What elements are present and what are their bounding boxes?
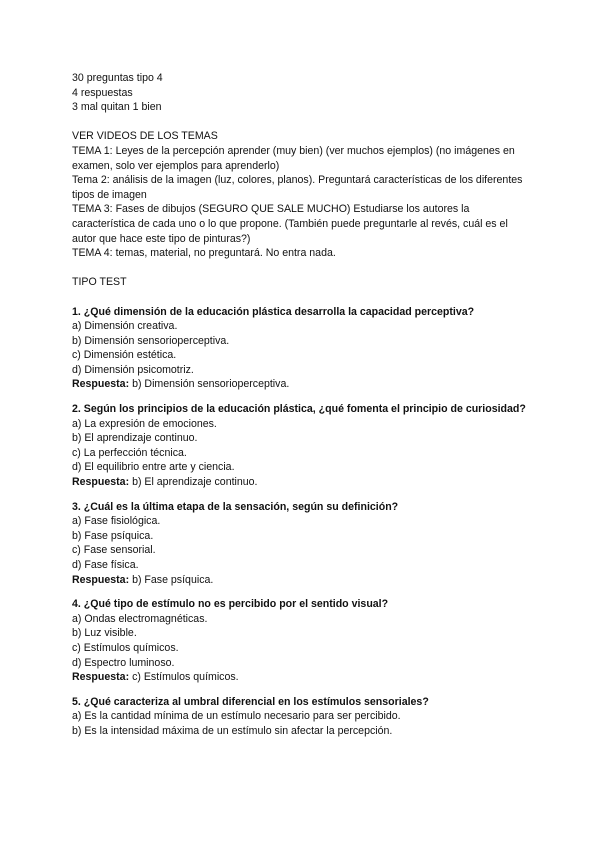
question-option: b) Fase psíquica. — [72, 529, 154, 542]
question-block — [72, 305, 532, 393]
tema-1-note: TEMA 1: Leyes de la percepción aprender (muy bien) (ver muchos ejemplos) (no imágenes en examen, solo ver ejemplos para aprenderlo) — [72, 144, 515, 172]
question-answer — [72, 475, 532, 490]
spacer — [72, 115, 532, 130]
tema-4-note: TEMA 4: temas, material, no preguntará. No entra nada. — [72, 247, 336, 260]
question-block — [72, 500, 532, 588]
question-block — [72, 402, 532, 490]
question-answer — [72, 573, 532, 588]
intro-line: 4 respuestas — [72, 86, 133, 99]
question-option: a) Es la cantidad mínima de un estímulo necesario para ser percibido. — [72, 710, 401, 723]
document-content — [72, 71, 532, 749]
question-option: d) Fase física. — [72, 559, 139, 571]
answer-label: Respuesta: — [72, 671, 130, 684]
question-option: a) Fase fisiológica. — [72, 515, 161, 528]
answer-value: c) Estímulos químicos. — [132, 671, 239, 684]
answer-value: b) Fase psíquica. — [132, 573, 214, 586]
question-option: d) Espectro luminoso. — [72, 656, 175, 669]
answer-label: Respuesta: — [72, 378, 130, 391]
question-answer — [72, 670, 532, 685]
question-answer — [72, 377, 532, 392]
answer-value: b) Dimensión sensorioperceptiva. — [132, 378, 290, 391]
question-option: d) Dimensión psicomotriz. — [72, 363, 194, 376]
question-option: d) El equilibrio entre arte y ciencia. — [72, 461, 235, 474]
answer-label: Respuesta: — [72, 476, 130, 489]
tema-2-note: Tema 2: análisis de la imagen (luz, colores, planos). Preguntará características de los diferentes tipos de imagen — [72, 174, 523, 201]
intro-line: 30 preguntas tipo 4 — [72, 72, 163, 84]
question-option: b) Luz visible. — [72, 627, 137, 640]
question-title: 5. ¿Qué caracteriza al umbral diferencial en los estímulos sensoriales? — [72, 695, 429, 708]
question-block — [72, 695, 532, 739]
question-title: 4. ¿Qué tipo de estímulo no es percibido por el sentido visual? — [72, 598, 389, 611]
question-option: b) Es la intensidad máxima de un estímulo sin afectar la percepción. — [72, 724, 393, 737]
temas-heading: VER VIDEOS DE LOS TEMAS — [72, 130, 218, 143]
question-option: a) Ondas electromagnéticas. — [72, 612, 208, 625]
question-option: b) El aprendizaje continuo. — [72, 432, 198, 445]
intro-line: 3 mal quitan 1 bien — [72, 101, 162, 114]
question-option: a) Dimensión creativa. — [72, 320, 178, 333]
question-option: c) Estímulos químicos. — [72, 641, 179, 654]
temas-block — [72, 129, 532, 260]
spacer — [72, 261, 532, 276]
intro-block — [72, 71, 532, 115]
question-option: b) Dimensión sensorioperceptiva. — [72, 334, 230, 347]
question-title: 2. Según los principios de la educación plástica, ¿qué fomenta el principio de curiosidad? — [72, 403, 526, 416]
answer-value: b) El aprendizaje continuo. — [132, 476, 258, 489]
test-heading: TIPO TEST — [72, 276, 127, 289]
question-option: c) Dimensión estética. — [72, 349, 177, 362]
answer-label: Respuesta: — [72, 573, 130, 586]
tema-3-note: TEMA 3: Fases de dibujos (SEGURO QUE SALE MUCHO) Estudiarse los autores la característica de cada uno o lo que propone. (También puede preguntarle al revés, cuál es el autor que hace este tipo de pinturas?) — [72, 203, 508, 245]
question-option: a) La expresión de emociones. — [72, 417, 217, 430]
question-block — [72, 597, 532, 685]
question-title: 3. ¿Cuál es la última etapa de la sensación, según su definición? — [72, 500, 399, 513]
question-option: c) La perfección técnica. — [72, 446, 187, 459]
question-option: c) Fase sensorial. — [72, 544, 156, 557]
spacer — [72, 290, 532, 305]
question-title: 1. ¿Qué dimensión de la educación plástica desarrolla la capacidad perceptiva? — [72, 305, 475, 318]
